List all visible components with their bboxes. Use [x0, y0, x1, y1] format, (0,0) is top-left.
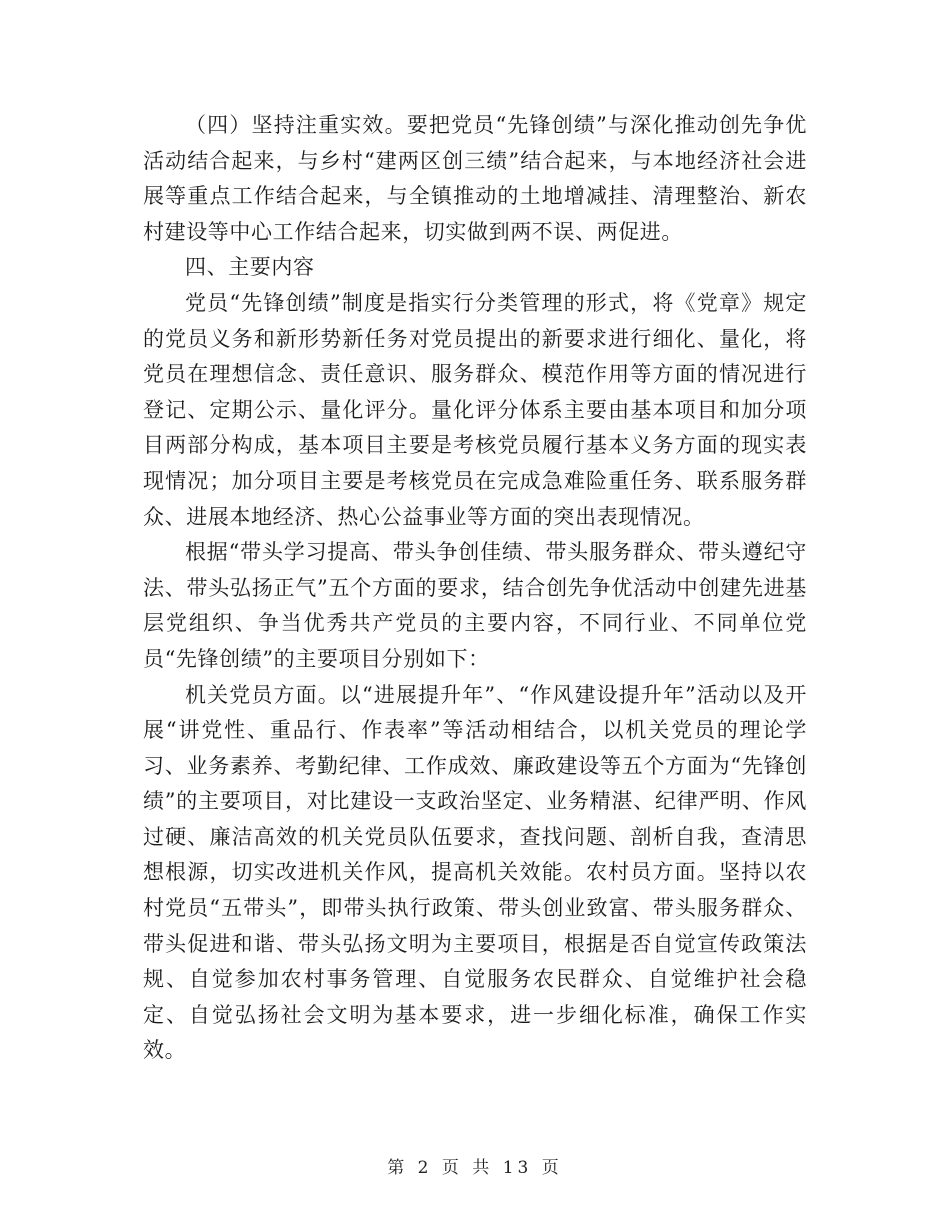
paragraph-system-definition: 党员“先锋创绩”制度是指实行分类管理的形式，将《党章》规定的党员义务和新形势新任务对党员提出的新要求进行细化、量化，将党员在理想信念、责任意识、服务群众、模范作用等方面的情况进行登记、定期公示、量化评分。量化评分体系主要由基本项目和加分项目两部分构成，基本项目主要是考核党员履行基本义务方面的现实表现情况；加分项目主要是考核党员在完成急难险重任务、联系服务群众、进展本地经济、热心公益事业等方面的突出表现情况。	[143, 290, 807, 529]
section-heading-main-content: 四、主要内容	[185, 255, 315, 280]
paragraph-party-members-categories: 机关党员方面。以“进展提升年”、“作风建设提升年”活动以及开展“讲党性、重品行、作表率”等活动相结合，以机关党员的理论学习、业务素养、考勤纪律、工作成效、廉政建设等五个方面为“先锋创绩”的主要项目，对比建设一支政治坚定、业务精湛、纪律严明、作风过硬、廉洁高效的机关党员队伍要求，查找问题、剖析自我，查清思想根源，切实改进机关作风，提高机关效能。农村员方面。坚持以农村党员“五带头”，即带头执行政策、带头创业致富、带头服务群众、带头促进和谐、带头弘扬文明为主要项目，根据是否自觉宣传政策法规、自觉参加农村事务管理、自觉服务农民群众、自觉维护社会稳定、自觉弘扬社会文明为基本要求，进一步细化标准，确保工作实效。	[143, 682, 807, 1063]
paragraph-requirements: 根据“带头学习提高、带头争创佳绩、带头服务群众、带头遵纪守法、带头弘扬正气”五个方面的要求，结合创先争优活动中创建先进基层党组织、争当优秀共产党员的主要内容，不同行业、不同单位党员“先锋创绩”的主要项目分别如下：	[143, 540, 807, 671]
paragraph-persist-effectiveness: （四）坚持注重实效。要把党员“先锋创绩”与深化推动创先争优活动结合起来，与乡村“建两区创三绩”结合起来，与本地经济社会进展等重点工作结合起来，与全镇推动的土地增减挂、清理整治、新农村建设等中心工作结合起来，切实做到两不误、两促进。	[143, 113, 807, 244]
page-number-footer: 第 2 页 共 13 页	[387, 1158, 563, 1178]
document-body	[143, 108, 807, 1069]
